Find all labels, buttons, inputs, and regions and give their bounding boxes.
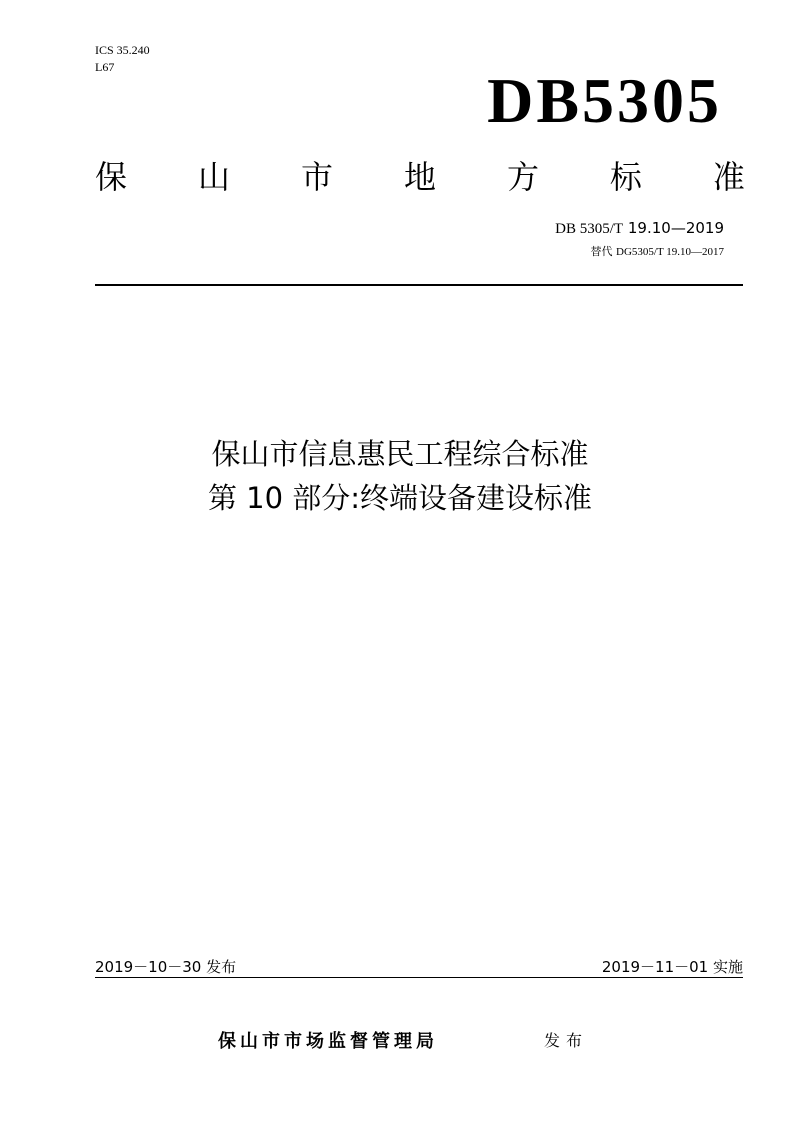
standard-code-prefix: DB 5305/T xyxy=(555,221,624,237)
issue-label: 发布 xyxy=(544,1031,589,1050)
document-title xyxy=(0,432,800,520)
header-divider xyxy=(95,284,743,286)
standard-type-char: 准 xyxy=(712,158,745,196)
class-code: L67 xyxy=(95,60,115,74)
standard-type-char: 市 xyxy=(300,158,333,196)
issuer-name: 保山市市场监督管理局 xyxy=(218,1031,438,1052)
standard-type-char: 地 xyxy=(403,158,436,196)
standard-type-char: 山 xyxy=(197,158,230,196)
implement-date: 2019－11－01 实施 xyxy=(601,958,743,976)
title-line-1: 保山市信息惠民工程综合标准 xyxy=(211,437,589,471)
standard-logo: DB5305 xyxy=(487,65,722,136)
ics-code: ICS 35.240 xyxy=(95,43,150,57)
standard-code xyxy=(555,218,724,239)
title-line-2: 第 10 部分:终端设备建设标准 xyxy=(207,481,593,515)
replaces-label: 替代 xyxy=(590,245,613,258)
standard-type-char: 方 xyxy=(506,158,539,196)
publish-date: 2019－10－30 发布 xyxy=(95,958,237,976)
standard-type-char: 保 xyxy=(95,158,128,196)
replaces-code: DG5305/T 19.10—2017 xyxy=(616,246,724,258)
replaces-line xyxy=(591,244,724,260)
standard-code-number: 19.10—2019 xyxy=(627,219,724,237)
standard-type-char: 标 xyxy=(609,158,642,196)
classification-block xyxy=(95,42,150,76)
standard-type-title xyxy=(95,158,745,196)
footer-divider xyxy=(95,977,743,978)
